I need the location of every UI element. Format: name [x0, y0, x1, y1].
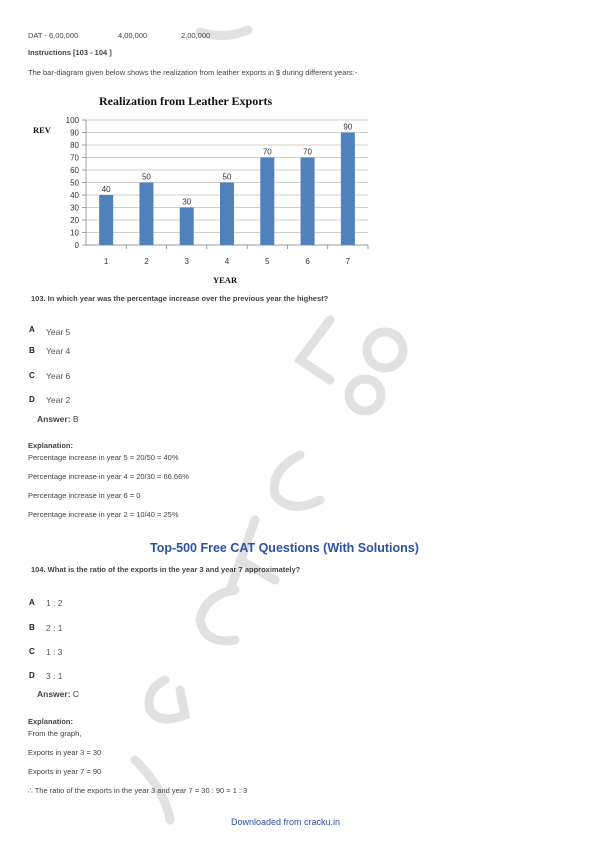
answer-value: C	[72, 689, 80, 699]
x-tick-label: 3	[184, 257, 189, 266]
x-tick-label: 6	[305, 257, 310, 266]
answer-label: Answer:	[37, 414, 71, 424]
x-tick-label: 7	[345, 257, 351, 266]
chart-x-axis-label: YEAR	[213, 275, 238, 285]
dat-line-value-2: 4,00,000	[118, 31, 148, 40]
bar	[99, 195, 113, 245]
bar-data-label: 50	[141, 172, 151, 182]
q104-option-a[interactable]: 1 : 2	[46, 598, 63, 608]
y-tick-label: 80	[70, 141, 79, 150]
answer-value: B	[72, 414, 79, 424]
y-tick-label: 10	[70, 228, 79, 238]
q103-explanation-line-4: Percentage increase in year 2 = 10/40 = 25%	[28, 510, 179, 519]
bar-chart	[0, 0, 595, 300]
q103-option-a[interactable]: Year 5	[46, 327, 71, 337]
chart-title: Realization from Leather Exports	[99, 94, 273, 108]
q103-option-c[interactable]: Year 6	[46, 371, 71, 381]
q104-explanation-title: Explanation:	[28, 717, 74, 726]
dat-line-value-1: DAT - 6,00,000	[28, 31, 79, 40]
q103-option-d[interactable]: Year 2	[46, 395, 71, 405]
q103-option-c-letter: C	[29, 371, 35, 380]
q104-explanation-line-4: ∴ The ratio of the exports in the year 3 and year 7 = 30 : 90 = 1 : 3	[28, 786, 248, 795]
q104-question: 104. What is the ratio of the exports in the year 3 and year 7 approximately?	[31, 565, 301, 574]
q103-explanation-line-2: Percentage increase in year 4 = 20/30 = 66.66%	[28, 472, 189, 481]
y-tick-label: 70	[70, 153, 79, 163]
q103-answer	[37, 414, 79, 424]
q103-option-b-letter: B	[29, 346, 35, 355]
bar-data-label: 50	[222, 172, 232, 182]
bar	[260, 158, 274, 246]
q104-answer	[37, 689, 79, 699]
q104-option-d-letter: D	[29, 671, 35, 680]
q103-question: 103. In which year was the percentage increase over the previous year the highest?	[31, 294, 329, 303]
q104-option-a-letter: A	[29, 598, 35, 607]
bar-data-label: 90	[343, 122, 353, 132]
q103-explanation-title: Explanation:	[28, 441, 74, 450]
x-tick-label: 2	[144, 257, 149, 266]
downloaded-from-link[interactable]: Downloaded from cracku.in	[231, 817, 341, 827]
y-tick-label: 20	[70, 216, 79, 225]
bar	[220, 183, 234, 246]
bar	[180, 208, 194, 246]
answer-label: Answer:	[37, 689, 71, 699]
dat-line-value-3: 2,00,000	[181, 31, 211, 40]
bar-data-label: 70	[262, 147, 272, 157]
instructions-text: The bar-diagram given below shows the realization from leather exports in $ during different years:-	[28, 68, 358, 77]
q104-option-c-letter: C	[29, 647, 35, 656]
q104-option-b[interactable]: 2 : 1	[46, 623, 63, 633]
q103-explanation-line-1: Percentage increase in year 5 = 20/50 = 40%	[28, 453, 179, 462]
q104-option-d[interactable]: 3 : 1	[46, 671, 63, 681]
y-tick-label: 90	[70, 128, 79, 138]
q104-option-c[interactable]: 1 : 3	[46, 647, 63, 657]
y-tick-label: 100	[65, 116, 79, 125]
q104-explanation-line-2: Exports in year 3 = 30	[28, 748, 102, 757]
y-tick-label: 0	[74, 241, 79, 250]
q104-option-b-letter: B	[29, 623, 35, 632]
y-tick-label: 60	[70, 166, 79, 175]
y-tick-label: 30	[70, 203, 79, 213]
x-tick-label: 5	[265, 257, 270, 266]
bar-data-label: 70	[303, 147, 313, 157]
top-500-cat-questions-link[interactable]: Top-500 Free CAT Questions (With Solutions)	[150, 541, 419, 555]
x-tick-label: 4	[224, 257, 230, 266]
bar-data-label: 40	[101, 185, 111, 194]
q103-explanation-line-3: Percentage increase in year 6 = 0	[28, 491, 141, 500]
x-tick-label: 1	[103, 257, 109, 266]
bar	[341, 133, 355, 246]
bar-data-label: 30	[182, 197, 192, 207]
q104-explanation-line-1: From the graph,	[28, 729, 82, 738]
q104-explanation-line-3: Exports in year 7 = 90	[28, 767, 102, 776]
chart-y-axis-label: REV	[33, 125, 51, 135]
q103-option-a-letter: A	[29, 325, 35, 334]
bar	[139, 183, 153, 246]
q103-option-d-letter: D	[29, 395, 35, 404]
instructions-title: Instructions [103 - 104 ]	[28, 48, 112, 57]
bar	[301, 158, 315, 246]
y-tick-label: 50	[70, 178, 79, 188]
q103-option-b[interactable]: Year 4	[46, 346, 71, 356]
y-tick-label: 40	[70, 191, 79, 200]
